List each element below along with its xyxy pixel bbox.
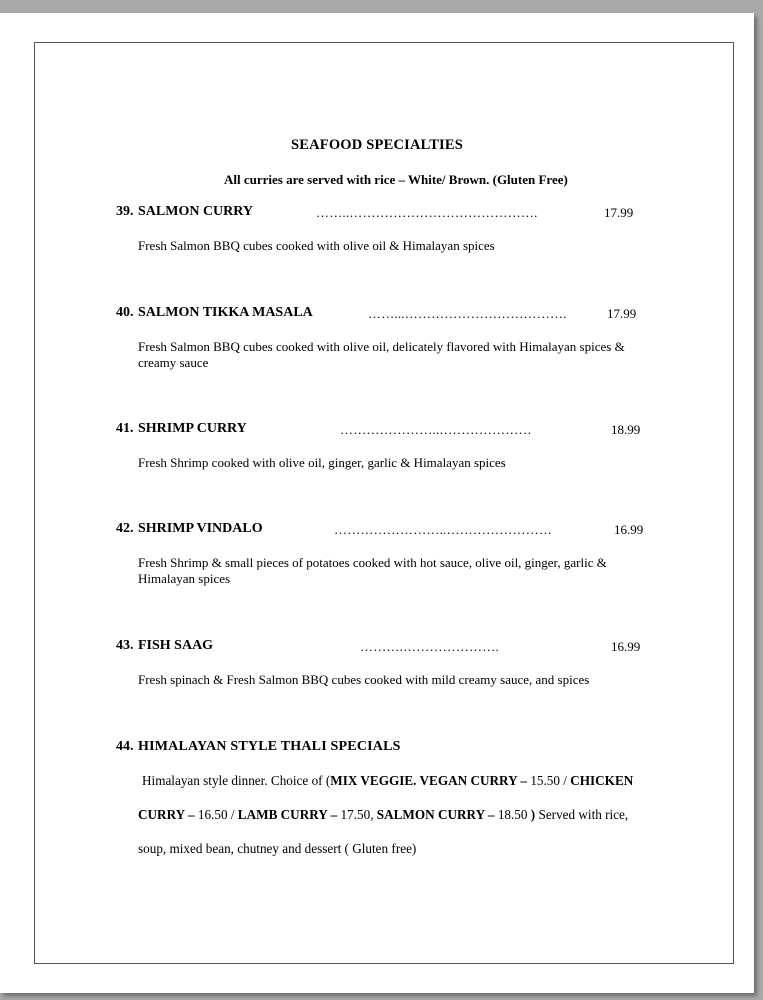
thali-served: Served with rice, bbox=[535, 807, 629, 822]
item-name: HIMALAYAN STYLE THALI SPECIALS bbox=[138, 739, 401, 754]
item-number: 43. bbox=[116, 638, 134, 653]
thali-chicken-curry: CURRY – bbox=[138, 807, 195, 822]
item-number: 44. bbox=[116, 739, 134, 754]
item-number: 41. bbox=[116, 421, 134, 436]
item-price: 16.99 bbox=[611, 639, 641, 654]
item-leader-dots: ……...………………………………. bbox=[368, 306, 567, 321]
thali-veggie-price: 15.50 / bbox=[527, 773, 571, 788]
thali-salmon-price: 18.50 bbox=[494, 807, 531, 822]
item-number: 40. bbox=[116, 305, 134, 320]
thali-description-line-1 bbox=[142, 773, 633, 789]
item-leader-dots: …………………..………………… bbox=[340, 422, 532, 437]
item-leader-dots: ……………………..…………………… bbox=[334, 522, 553, 537]
item-name: SALMON TIKKA MASALA bbox=[138, 305, 313, 320]
item-leader-dots: ……..……………………………………. bbox=[316, 205, 538, 220]
item-price: 16.99 bbox=[614, 522, 644, 537]
item-description: Fresh Shrimp & small pieces of potatoes cooked with hot sauce, olive oil, ginger, garlic & Himalayan spices bbox=[138, 555, 607, 586]
thali-chicken: CHICKEN bbox=[570, 773, 634, 788]
item-price: 18.99 bbox=[611, 422, 641, 437]
item-description: Fresh Shrimp cooked with olive oil, ginger, garlic & Himalayan spices bbox=[138, 455, 506, 470]
item-name: SHRIMP CURRY bbox=[138, 421, 247, 436]
item-number: 42. bbox=[116, 521, 134, 536]
item-name: FISH SAAG bbox=[138, 638, 214, 653]
item-leader-dots: ……….…………………. bbox=[360, 639, 499, 654]
item-description: Fresh Salmon BBQ cubes cooked with olive oil & Himalayan spices bbox=[138, 238, 495, 253]
item-price: 17.99 bbox=[607, 306, 637, 321]
thali-chicken-price: 16.50 / bbox=[194, 807, 238, 822]
item-price: 17.99 bbox=[604, 205, 634, 220]
thali-description-line-2 bbox=[138, 807, 628, 823]
thali-lamb-price: 17.50, bbox=[337, 807, 377, 822]
item-description: Fresh Salmon BBQ cubes cooked with olive oil, delicately flavored with Himalayan spices & creamy sauce bbox=[138, 339, 625, 370]
thali-intro: Himalayan style dinner. Choice of ( bbox=[142, 773, 331, 788]
thali-veggie: MIX VEGGIE. VEGAN CURRY – bbox=[330, 773, 528, 788]
item-number: 39. bbox=[116, 204, 134, 219]
thali-description-line-3: soup, mixed bean, chutney and dessert ( Gluten free) bbox=[138, 841, 417, 856]
item-name: SHRIMP VINDALO bbox=[138, 521, 263, 536]
document-page bbox=[0, 13, 754, 993]
thali-salmon: SALMON CURRY – bbox=[376, 807, 495, 822]
page-subtitle: All curries are served with rice – White/ Brown. (Gluten Free) bbox=[224, 172, 568, 187]
page-title: SEAFOOD SPECIALTIES bbox=[290, 137, 464, 153]
item-description: Fresh spinach & Fresh Salmon BBQ cubes cooked with mild creamy sauce, and spices bbox=[138, 672, 590, 687]
thali-close-paren: ) bbox=[530, 807, 536, 822]
thali-lamb: LAMB CURRY – bbox=[237, 807, 338, 822]
item-name: SALMON CURRY bbox=[138, 204, 254, 219]
